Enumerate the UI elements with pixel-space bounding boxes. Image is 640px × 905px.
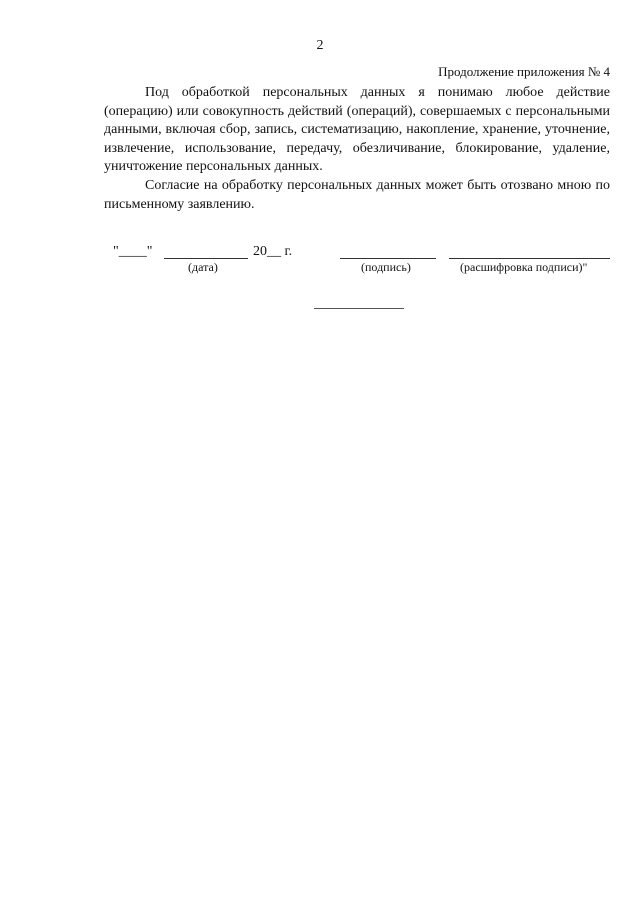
signature-decoding-line xyxy=(449,258,610,259)
paragraph-processing-definition: Под обработкой персональных данных я понимаю любое действие (операцию) или совокупность действий (операций), совершаемых с персональными данными, включая сбор, запись, систематизацию, накопление, хранение, уточнение, извлечение, использование, передачу, обезличивание, блокирование, удаление, уничтожение персональных данных. xyxy=(104,85,610,175)
signature-label: (подпись) xyxy=(361,260,411,274)
date-month-line xyxy=(164,258,248,259)
page-number: 2 xyxy=(316,38,324,53)
end-rule xyxy=(314,308,404,309)
signature-line xyxy=(340,258,436,259)
signature-decoding-label: (расшифровка подписи)" xyxy=(460,260,588,274)
year-field: 20__ г. xyxy=(253,244,293,259)
date-label: (дата) xyxy=(188,260,218,274)
day-field: "____" xyxy=(113,244,153,259)
continuation-header: Продолжение приложения № 4 xyxy=(438,64,610,79)
body-text xyxy=(104,84,610,214)
paragraph-consent-withdrawal: Согласие на обработку персональных данных может быть отозвано мною по письменному заявлению. xyxy=(104,177,610,212)
